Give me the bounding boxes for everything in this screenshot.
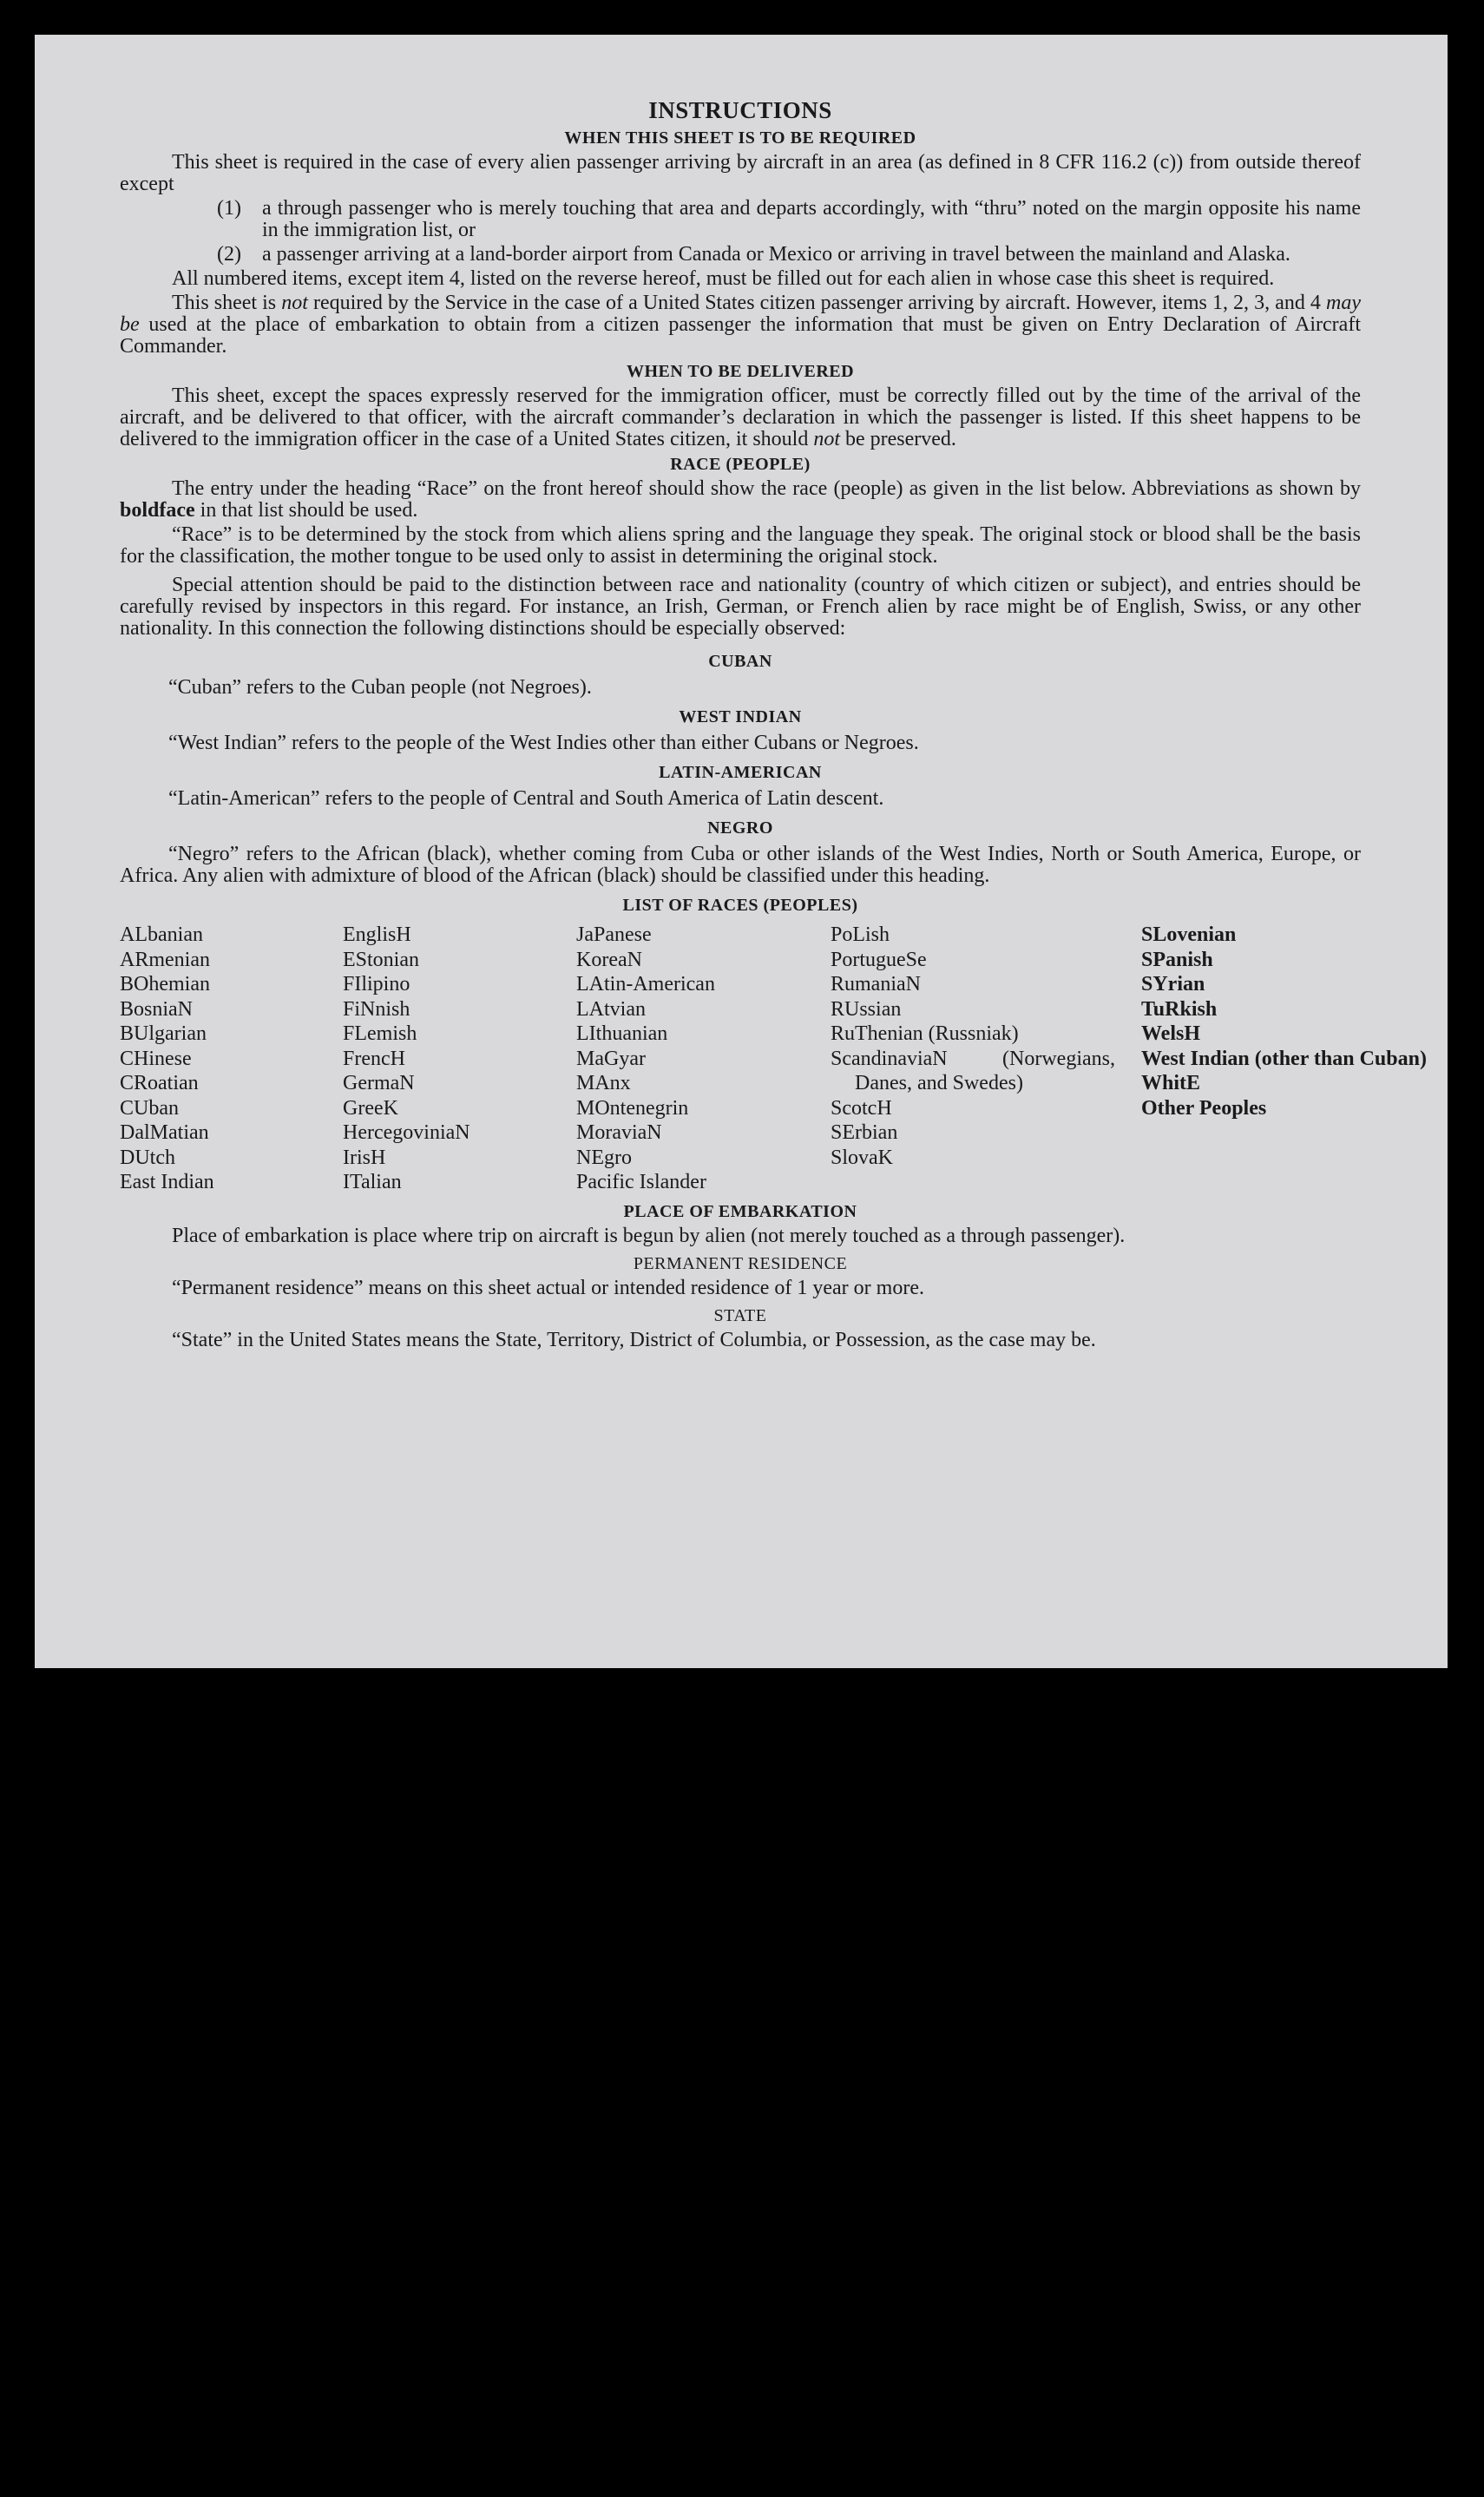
race-entry: CHinese [120,1047,192,1070]
heading-when-required: WHEN THIS SHEET IS TO BE REQUIRED [564,128,916,148]
residence-text: “Permanent residence” means on this sheet actual or intended residence of 1 year or more. [172,1276,924,1299]
race-entry: LIthuanian [576,1022,668,1045]
races-column-1 [120,923,343,1195]
race-entry: KoreaN [576,948,642,971]
heading-state: STATE [713,1305,767,1325]
page-title: INSTRUCTIONS [648,97,832,123]
race-entry: IrisH [343,1146,386,1169]
races-list [120,923,1427,1195]
race-entry: East Indian [120,1171,214,1193]
numbered-items-paragraph: All numbered items, except item 4, listed on the reverse hereof, must be filled out for each alien in whose case this sheet is required. [172,267,1275,290]
race-entry: LAtvian [576,997,646,1021]
race-entry: RumaniaN [831,973,921,996]
race-entry: SErbian [831,1121,898,1144]
race-entry: Other Peoples [1141,1096,1267,1120]
race-entry: GreeK [343,1096,398,1120]
race-entry: WhitE [1141,1072,1201,1094]
race-entry: WelsH [1141,1022,1201,1045]
races-column-2 [343,923,576,1195]
west-indian-text: “West Indian” refers to the people of the West Indies other than either Cubans or Negroes. [168,732,919,754]
race-entry: HercegoviniaN [343,1121,470,1144]
when-delivered-text: This sheet, except the spaces expressly reserved for the immigration officer, must be correctly filled out by the time of the arrival of the aircraft, and be delivered to that officer, with the aircraft commander’s declaration in which the passenger is listed. If this sheet happens to be delivered to the immigration officer in the case of a United States citizen, it should not be preserved. [120,384,1361,450]
race-entry: TuRkish [1141,997,1218,1021]
race-entry: DUtch [120,1146,175,1169]
race-entry: MAnx [576,1072,631,1094]
item-text: a through passenger who is merely touching that area and departs accordingly, with “thru” noted on the margin opposite his name in the immigration list, or [262,197,1361,241]
race-entry: RuThenian (Russniak) [831,1022,1019,1045]
when-required-intro: This sheet is required in the case of every alien passenger arriving by aircraft in an area (as defined in 8 CFR 116.2 (c)) from outside thereof except [120,151,1361,195]
race-entry: BosniaN [120,997,193,1021]
race-entry: JaPanese [576,923,652,946]
heading-cuban: CUBAN [708,652,772,671]
race-entry: FrencH [343,1047,405,1070]
race-entry: MOntenegrin [576,1096,689,1120]
exception-item-2 [217,244,1361,266]
race-entry: FLemish [343,1022,417,1045]
race-entry: ARmenian [120,948,210,971]
heading-west-indian: WEST INDIAN [679,707,802,726]
race-entry: CRoatian [120,1072,199,1094]
cuban-text: “Cuban” refers to the Cuban people (not Negroes). [168,676,592,699]
race-paragraph-1: The entry under the heading “Race” on the front hereof should show the race (people) as given in the list below. Abbreviations as shown by boldface in that list should be used. [120,477,1361,522]
race-entry: SlovaK [831,1146,893,1169]
race-entry: LAtin-American [576,973,715,996]
race-entry: BUlgarian [120,1022,207,1045]
race-entry: PoLish [831,923,890,946]
item-number: (1) [217,197,241,220]
race-entry: ScandinaviaN (Norwegians, Danes, and Swedes) [831,1047,1115,1094]
race-entry: ITalian [343,1171,402,1193]
race-entry: ScotcH [831,1096,892,1120]
exception-item-1 [217,198,1361,241]
race-entry: MoraviaN [576,1121,662,1144]
race-entry: SPanish [1141,948,1213,971]
race-entry: EStonian [343,948,419,971]
race-paragraph-3: Special attention should be paid to the distinction between race and nationality (country of which citizen or subject), and entries should be carefully revised by inspectors in this regard. For instance, an Irish, German, or French alien by race might be of English, Swiss, or any other nationality. In this connection the following distinctions should be especially observed: [120,574,1361,640]
heading-negro: NEGRO [707,818,773,838]
heading-residence: PERMANENT RESIDENCE [633,1253,848,1273]
race-entry: FIlipino [343,973,410,996]
race-entry: CUban [120,1096,179,1120]
races-column-4 [824,923,1141,1195]
heading-race: RACE (PEOPLE) [670,455,811,474]
race-entry: EnglisH [343,923,411,946]
instruction-sheet [35,35,1448,1668]
heading-embarkation: PLACE OF EMBARKATION [623,1201,857,1221]
heading-when-delivered: WHEN TO BE DELIVERED [626,362,855,381]
item-number: (2) [217,243,241,266]
state-text: “State” in the United States means the State, Territory, District of Columbia, or Possession, as the case may be. [172,1328,1096,1351]
race-entry: Pacific Islander [576,1171,706,1193]
race-paragraph-2: “Race” is to be determined by the stock from which aliens spring and the language they speak. The original stock or blood shall be the basis for the classification, the mother tongue to be used only to assist in determining the original stock. [120,523,1361,568]
race-entry: West Indian (other than Cuban) [1141,1047,1427,1070]
negro-text: “Negro” refers to the African (black), whether coming from Cuba or other islands of the West Indies, North or South America, Europe, or Africa. Any alien with admixture of blood of the African (black) should be classified under this heading. [120,843,1361,887]
race-entry: SLovenian [1141,923,1237,946]
race-entry: RUssian [831,997,902,1021]
heading-latin-american: LATIN-AMERICAN [659,763,822,782]
race-entry: ALbanian [120,923,203,946]
race-entry: PortugueSe [831,948,927,971]
race-entry: FiNnish [343,997,410,1021]
heading-list-of-races: LIST OF RACES (PEOPLES) [622,896,858,915]
embarkation-text: Place of embarkation is place where trip on aircraft is begun by alien (not merely touched as a through passenger). [172,1224,1126,1247]
latin-american-text: “Latin-American” refers to the people of Central and South America of Latin descent. [168,787,884,810]
races-column-5 [1141,923,1427,1195]
race-entry: NEgro [576,1146,632,1169]
race-entry: BOhemian [120,973,210,996]
citizen-paragraph: This sheet is not required by the Service in the case of a United States citizen passenger arriving by aircraft. However, items 1, 2, 3, and 4 may be used at the place of embarkation to obtain from a citizen passenger the information that must be given on Entry Declaration of Aircraft Commander. [120,292,1361,358]
race-entry: GermaN [343,1072,415,1094]
race-entry: MaGyar [576,1047,646,1070]
item-text: a passenger arriving at a land-border airport from Canada or Mexico or arriving in travel between the mainland and Alaska. [262,243,1290,266]
race-entry: SYrian [1141,973,1205,996]
races-column-3 [576,923,824,1195]
race-entry: DalMatian [120,1121,209,1144]
